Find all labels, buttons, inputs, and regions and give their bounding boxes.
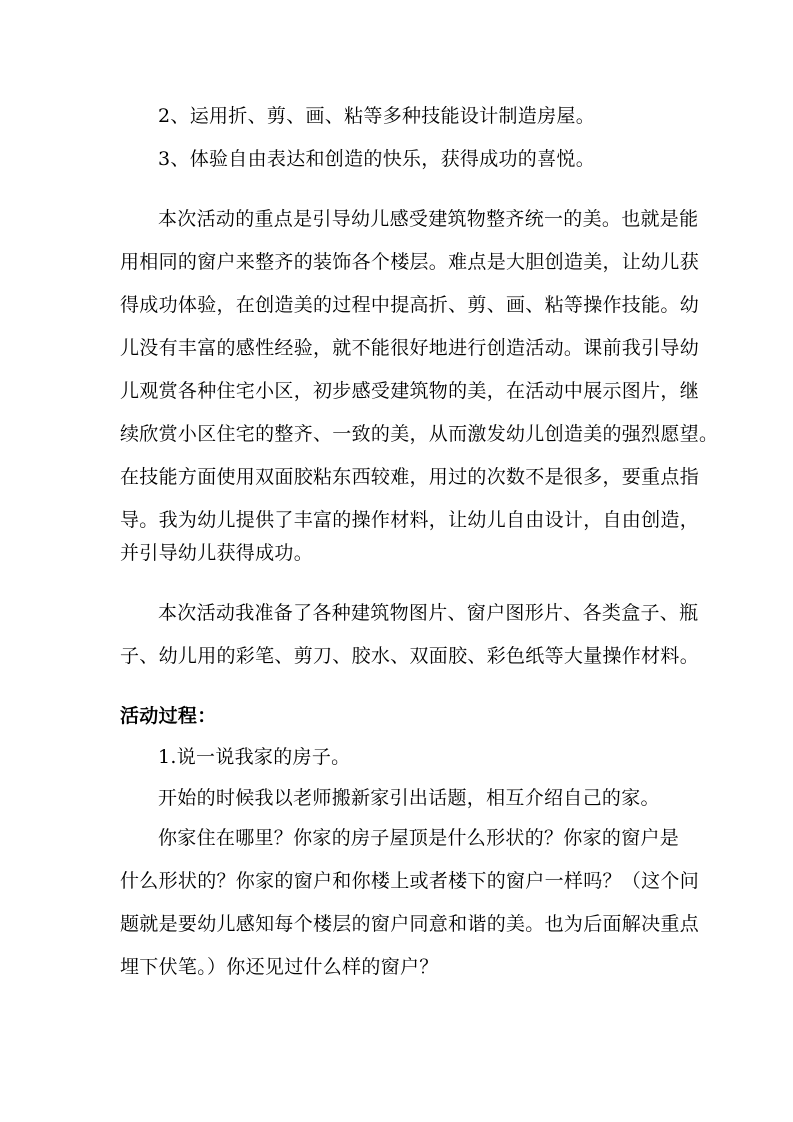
focus-paragraph-line: 在技能方面使用双面胶粘东西较难，用过的次数不是很多，要重点指 xyxy=(120,466,700,488)
focus-paragraph-line: 导。我为幼儿提供了丰富的操作材料，让幼儿自由设计，自由创造， xyxy=(120,509,700,531)
step1-question-line: 你家住在哪里？你家的房子屋顶是什么形状的？你家的窗户是 xyxy=(158,827,680,849)
step1-question-line: 什么形状的？你家的窗户和你楼上或者楼下的窗户一样吗？（这个问 xyxy=(120,870,700,892)
goal-item-2: 2、运用折、剪、画、粘等多种技能设计制造房屋。 xyxy=(158,105,595,127)
focus-paragraph-line: 用相同的窗户来整齐的装饰各个楼层。难点是大胆创造美，让幼儿获 xyxy=(120,251,700,273)
focus-paragraph-line: 儿观赏各种住宅小区，初步感受建筑物的美，在活动中展示图片，继 xyxy=(120,380,700,402)
materials-paragraph-line: 本次活动我准备了各种建筑物图片、窗户图形片、各类盒子、瓶 xyxy=(158,602,699,624)
goal-item-3: 3、体验自由表达和创造的快乐，获得成功的喜悦。 xyxy=(158,148,595,170)
focus-paragraph-line: 本次活动的重点是引导幼儿感受建筑物整齐统一的美。也就是能 xyxy=(158,208,699,230)
focus-paragraph-line: 续欣赏小区住宅的整齐、一致的美，从而激发幼儿创造美的强烈愿望。 xyxy=(120,423,719,445)
focus-paragraph-line: 并引导幼儿获得成功。 xyxy=(120,542,314,564)
focus-paragraph-line: 得成功体验，在创造美的过程中提高折、剪、画、粘等操作技能。幼 xyxy=(120,294,700,316)
step1-intro: 开始的时候我以老师搬新家引出话题，相互介绍自己的家。 xyxy=(158,787,660,809)
materials-paragraph-line: 子、幼儿用的彩笔、剪刀、胶水、双面胶、彩色纸等大量操作材料。 xyxy=(120,645,700,667)
focus-paragraph-line: 儿没有丰富的感性经验，就不能很好地进行创造活动。课前我引导幼 xyxy=(120,337,700,359)
process-heading: 活动过程： xyxy=(120,705,217,727)
step1-title: 1.说一说我家的房子。 xyxy=(158,746,351,768)
step1-question-line: 题就是要幼儿感知每个楼层的窗户同意和谐的美。也为后面解决重点 xyxy=(120,913,700,935)
step1-question-line: 埋下伏笔。）你还见过什么样的窗户？ xyxy=(120,956,439,978)
